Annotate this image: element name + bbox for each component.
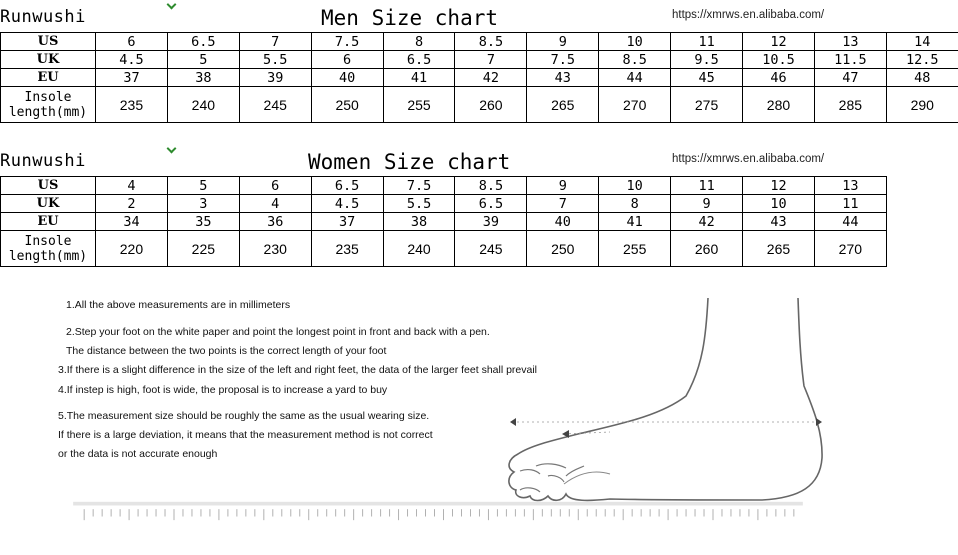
size-cell: 9 (671, 195, 743, 213)
instruction-4: 4.If instep is high, foot is wide, the proposal is to increase a yard to buy (58, 384, 388, 396)
foot-measurement-illustration (500, 296, 840, 511)
insole-length-cell: 250 (311, 87, 383, 123)
size-cell: 5 (167, 51, 239, 69)
size-cell: 47 (814, 69, 886, 87)
insole-length-cell: 270 (599, 87, 671, 123)
insole-length-cell: 245 (239, 87, 311, 123)
insole-length-cell: 225 (167, 231, 239, 267)
size-cell: 6 (96, 33, 168, 51)
size-cell: 44 (814, 213, 886, 231)
size-cell: 12 (743, 177, 815, 195)
size-cell: 11 (814, 195, 886, 213)
size-cell: 40 (527, 213, 599, 231)
size-cell: 4.5 (311, 195, 383, 213)
size-cell: 8.5 (455, 33, 527, 51)
size-cell: 37 (311, 213, 383, 231)
size-cell: 2 (96, 195, 168, 213)
size-cell: 7.5 (527, 51, 599, 69)
insole-length-cell: 255 (599, 231, 671, 267)
insole-length-cell: 240 (167, 87, 239, 123)
size-cell: 42 (671, 213, 743, 231)
size-cell: 39 (239, 69, 311, 87)
instruction-5: 5.The measurement size should be roughly the same as the usual wearing size. (58, 410, 430, 422)
insole-label-line-2: length(mm) (8, 104, 88, 120)
insole-label (1, 87, 96, 123)
row-label: UK (1, 51, 96, 69)
insole-length-cell: 220 (96, 231, 168, 267)
size-cell: 4 (239, 195, 311, 213)
size-cell: 46 (743, 69, 815, 87)
size-cell: 10 (743, 195, 815, 213)
insole-row (1, 231, 887, 267)
instruction-2: 2.Step your foot on the white paper and point the longest point in front and back with a pen. (66, 326, 490, 338)
men-chart-title: Men Size chart (321, 6, 499, 30)
size-cell: 6 (239, 177, 311, 195)
size-cell: 7.5 (311, 33, 383, 51)
size-cell: 39 (455, 213, 527, 231)
row-label: US (1, 177, 96, 195)
men-size-table (0, 32, 958, 123)
row-label: UK (1, 195, 96, 213)
size-row-uk (1, 51, 958, 69)
size-cell: 6.5 (383, 51, 455, 69)
size-cell: 11.5 (814, 51, 886, 69)
size-cell: 38 (383, 213, 455, 231)
size-cell: 13 (814, 177, 886, 195)
size-cell: 8 (599, 195, 671, 213)
size-cell: 8.5 (599, 51, 671, 69)
size-cell: 10.5 (743, 51, 815, 69)
measuring-ruler (40, 500, 836, 522)
size-cell: 35 (167, 213, 239, 231)
size-cell: 5.5 (383, 195, 455, 213)
insole-length-cell: 290 (886, 87, 958, 123)
size-cell: 10 (599, 33, 671, 51)
insole-label-line-1: Insole (24, 89, 72, 105)
check-mark-icon (167, 0, 177, 9)
insole-length-cell: 235 (311, 231, 383, 267)
size-cell: 5.5 (239, 51, 311, 69)
size-cell: 41 (599, 213, 671, 231)
men-brand: Runwushi (0, 7, 86, 27)
size-cell: 7 (455, 51, 527, 69)
size-cell: 41 (383, 69, 455, 87)
women-chart-title: Women Size chart (308, 150, 511, 174)
size-cell: 10 (599, 177, 671, 195)
size-cell: 6.5 (167, 33, 239, 51)
size-row-us (1, 33, 958, 51)
insole-length-cell: 235 (96, 87, 168, 123)
size-cell: 14 (886, 33, 958, 51)
insole-length-cell: 250 (527, 231, 599, 267)
size-cell: 11 (671, 33, 743, 51)
size-cell: 4 (96, 177, 168, 195)
instruction-5-detail: If there is a large deviation, it means that the measurement method is not correct (58, 429, 433, 441)
size-cell: 48 (886, 69, 958, 87)
instruction-5-note: or the data is not accurate enough (58, 448, 218, 460)
insole-length-cell: 240 (383, 231, 455, 267)
size-cell: 12 (743, 33, 815, 51)
size-row-eu (1, 69, 958, 87)
size-row-eu (1, 213, 887, 231)
women-store-url[interactable]: https://xmrws.en.alibaba.com/ (672, 153, 825, 165)
size-cell: 9.5 (671, 51, 743, 69)
size-cell: 43 (743, 213, 815, 231)
check-mark-icon (167, 144, 177, 154)
size-cell: 34 (96, 213, 168, 231)
insole-length-cell: 280 (743, 87, 815, 123)
insole-length-cell: 265 (527, 87, 599, 123)
size-cell: 7 (239, 33, 311, 51)
insole-length-cell: 260 (455, 87, 527, 123)
insole-length-cell: 260 (671, 231, 743, 267)
insole-row (1, 87, 958, 123)
instruction-1: 1.All the above measurements are in millimeters (66, 299, 291, 311)
size-row-us (1, 177, 887, 195)
size-cell: 8 (383, 33, 455, 51)
row-label: EU (1, 213, 96, 231)
size-cell: 9 (527, 33, 599, 51)
row-label: EU (1, 69, 96, 87)
insole-label (1, 231, 96, 267)
size-cell: 44 (599, 69, 671, 87)
size-cell: 4.5 (96, 51, 168, 69)
size-cell: 42 (455, 69, 527, 87)
insole-length-cell: 270 (814, 231, 886, 267)
women-size-table (0, 176, 887, 267)
insole-length-cell: 265 (743, 231, 815, 267)
size-cell: 8.5 (455, 177, 527, 195)
size-cell: 12.5 (886, 51, 958, 69)
size-cell: 3 (167, 195, 239, 213)
size-row-uk (1, 195, 887, 213)
size-cell: 40 (311, 69, 383, 87)
insole-length-cell: 255 (383, 87, 455, 123)
insole-label-line-2: length(mm) (8, 248, 88, 264)
size-cell: 7 (527, 195, 599, 213)
size-cell: 45 (671, 69, 743, 87)
size-cell: 38 (167, 69, 239, 87)
size-cell: 37 (96, 69, 168, 87)
size-cell: 6 (311, 51, 383, 69)
women-brand: Runwushi (0, 151, 86, 171)
insole-label-line-1: Insole (24, 233, 72, 249)
size-cell: 6.5 (311, 177, 383, 195)
size-cell: 5 (167, 177, 239, 195)
size-cell: 13 (814, 33, 886, 51)
size-cell: 6.5 (455, 195, 527, 213)
size-cell: 11 (671, 177, 743, 195)
instruction-2-detail: The distance between the two points is the correct length of your foot (66, 345, 387, 357)
men-store-url[interactable]: https://xmrws.en.alibaba.com/ (672, 9, 825, 21)
instruction-3: 3.If there is a slight difference in the size of the left and right feet, the data of the larger feet shall prevail (58, 364, 538, 376)
size-cell: 7.5 (383, 177, 455, 195)
insole-length-cell: 285 (814, 87, 886, 123)
insole-length-cell: 245 (455, 231, 527, 267)
size-cell: 43 (527, 69, 599, 87)
size-cell: 9 (527, 177, 599, 195)
size-cell: 36 (239, 213, 311, 231)
insole-length-cell: 275 (671, 87, 743, 123)
insole-length-cell: 230 (239, 231, 311, 267)
row-label: US (1, 33, 96, 51)
